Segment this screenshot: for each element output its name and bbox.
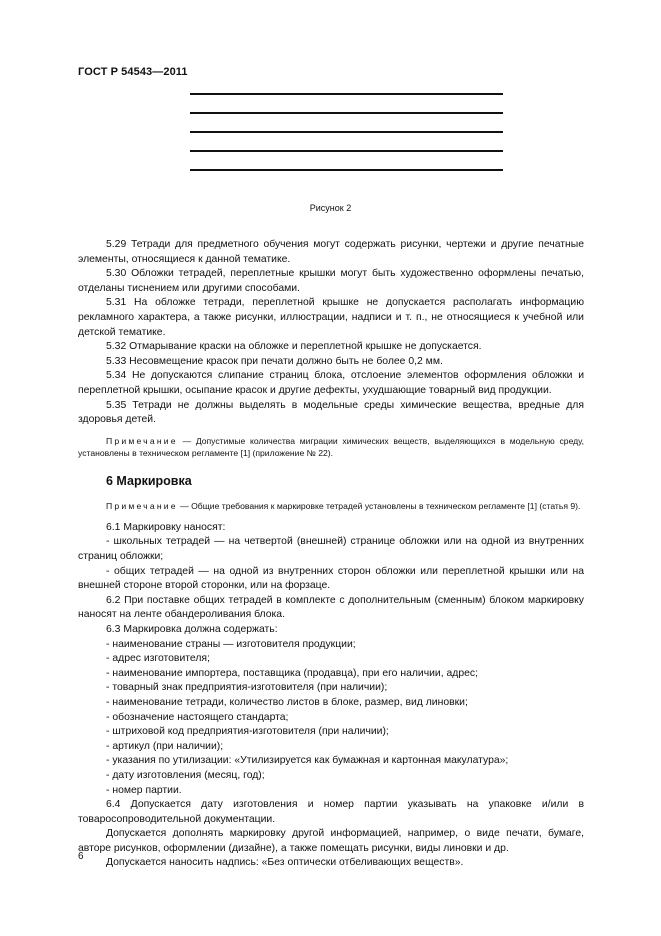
paragraph: 6.4 Допускается дату изготовления и номер партии указывать на упаковке и/или в товаросопроводительной документации.: [78, 799, 584, 825]
list-item: - артикул (при наличии);: [106, 740, 224, 752]
paragraph: 6.2 При поставке общих тетрадей в комплекте с дополнительным (сменным) блоком маркировку наносят на ленте обандероливания блока.: [78, 594, 584, 621]
note-text: — Общие требования к маркировке тетрадей установлены в техническом регламенте [1] (статья 9).: [180, 501, 581, 512]
list-item: - дату изготовления (месяц, год);: [106, 769, 265, 781]
paragraph: - общих тетрадей — на одной из внутренних сторон обложки или переплетной крышки или на внешней стороне второй сторонки, или на форзаце.: [78, 565, 584, 592]
list-item: - указания по утилизации: «Утилизируется как бумажная и картонная макулатура»;: [106, 755, 509, 767]
list-item: - наименование импортера, поставщика (продавца), при его наличии, адрес;: [106, 667, 478, 679]
paragraph: 5.29 Тетради для предметного обучения могут содержать рисунки, чертежи и другие печатные элементы, относящиеся к данной тематике.: [78, 239, 584, 265]
list-item: - товарный знак предприятия-изготовителя (при наличии);: [106, 682, 388, 694]
paragraph: 5.34 Не допускаются слипание страниц блока, отслоение элементов оформления обложки и переплетной крышки, осыпание красок и другие дефекты, ухудшающие товарный вид продукции.: [78, 370, 584, 396]
paragraph: 5.31 На обложке тетради, переплетной крышке не допускается располагать информацию рекламного характера, а также рисунки, иллюстрации, надписи и т. п., не относящиеся к учебной или детской тематике.: [78, 297, 584, 338]
paragraph: - школьных тетрадей — на четвертой (внешней) странице обложки или на одной из внутренних страниц обложки;: [78, 536, 584, 562]
list-item: - наименование тетради, количество листов в блоке, размер, вид линовки;: [106, 696, 468, 708]
paragraph: 5.33 Несовмещение красок при печати должно быть не более 0,2 мм.: [106, 355, 443, 367]
paragraph: 6.1 Маркировку наносят:: [106, 521, 226, 533]
note: [78, 435, 584, 460]
list-item: - номер партии.: [106, 784, 182, 796]
note: [78, 500, 584, 513]
figure-line: [190, 169, 503, 171]
figure-line: [190, 150, 503, 152]
figure-line: [190, 112, 503, 114]
list-item: - наименование страны — изготовителя продукции;: [106, 638, 356, 650]
section-title: 6 Маркировка: [106, 473, 192, 488]
paragraph: Допускается дополнять маркировку другой информацией, например, о виде печати, бумаге, авторе рисунков, оформлении (дизайне), а также помещать рисунки, виды линовки и др.: [78, 828, 584, 854]
standard-header: ГОСТ Р 54543—2011: [78, 66, 188, 78]
document-body: [78, 238, 584, 871]
figure-lined-sample: [190, 93, 503, 188]
paragraph: 5.30 Обложки тетрадей, переплетные крышки могут быть художественно оформлены печатью, отделаны тиснением или другими способами.: [78, 268, 584, 294]
list-item: - обозначение настоящего стандарта;: [106, 711, 289, 723]
list-item: - адрес изготовителя;: [106, 653, 210, 665]
paragraph: 5.35 Тетради не должны выделять в модельные среды химические вещества, вредные для здоровья детей.: [78, 399, 584, 426]
figure-line: [190, 131, 503, 133]
note-label: Примечание: [106, 435, 178, 446]
paragraph: 5.32 Отмарывание краски на обложке и переплетной крышке не допускается.: [106, 341, 482, 353]
figure-caption: Рисунок 2: [309, 203, 352, 213]
note-text: — Допустимые количества миграции химических веществ, выделяющихся в модельную среду, установлены в техническом регламенте [1] (приложение № 22).: [78, 435, 584, 459]
figure-line: [190, 93, 503, 95]
paragraph: Допускается наносить надпись: «Без оптически отбеливающих веществ».: [106, 857, 464, 869]
list-item: - штриховой код предприятия-изготовителя (при наличии);: [106, 726, 389, 738]
note-label: Примечание: [106, 501, 178, 512]
paragraph: 6.3 Маркировка должна содержать:: [106, 623, 278, 635]
page-number: 6: [78, 851, 84, 862]
